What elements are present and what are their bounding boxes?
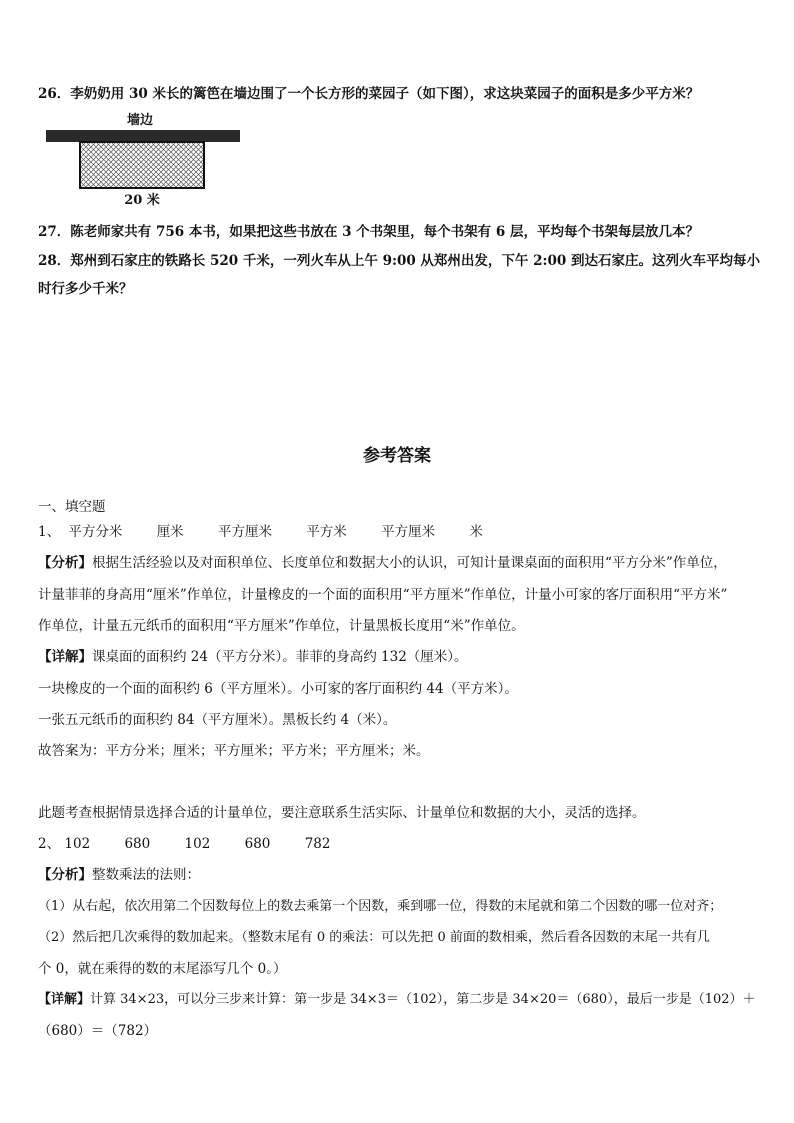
detail-2-line2: （680）＝（782）	[38, 1023, 158, 1039]
analysis-text: 根据生活经验以及对面积单位、长度单位和数据大小的认识，可知计量课桌面的面积用“平方分米”作单位，	[92, 555, 727, 571]
rule-2-line3: 个 0，就在乘得的数的末尾添写几个 0。）	[38, 961, 287, 977]
length-label: 20 米	[124, 193, 160, 206]
analysis-tag: 【分析】	[38, 555, 92, 571]
answer-2-item: 680	[124, 836, 151, 852]
detail-text: 计算 34×23，可以分三步来计算：第一步是 34×3＝（102），第二步是 34×20＝（680），最后一步是（102）＋	[90, 992, 756, 1007]
detail-text: 课桌面的面积约 24（平方分米）。菲菲的身高约 132（厘米）。	[92, 649, 468, 665]
analysis-2-line1	[38, 863, 200, 883]
answer-2-row	[38, 832, 330, 852]
answer-2-item: 102	[64, 836, 91, 852]
answer-1-item: 平方厘米	[381, 524, 436, 540]
note-1: 此题考查根据情景选择合适的计量单位，要注意联系生活实际、计量单位和数据的大小，灵活的选择。	[38, 805, 646, 821]
rule-2-line1: （1）从右起，依次用第二个因数每位上的数去乘第一个因数，乘到哪一位，得数的末尾就和第二个因数的哪一位对齐；	[38, 899, 723, 914]
wall-bar	[46, 130, 240, 142]
answer-2-item: 102	[184, 836, 211, 852]
detail-1-line3: 一张五元纸币的面积约 84（平方厘米）。黑板长约 4（米）。	[38, 712, 397, 728]
wall-label: 墙边	[126, 113, 154, 128]
rule-2-line2: （2）然后把几次乘得的数加起来。（整数末尾有 0 的乘法：可以先把 0 前面的数相乘，然后看各因数的末尾一共有几	[38, 930, 710, 945]
answer-1-num: 1、	[38, 524, 61, 540]
answer-title: 参考答案	[363, 446, 431, 466]
detail-2-line1	[38, 988, 756, 1007]
detail-tag: 【详解】	[38, 649, 92, 665]
detail-1-line1	[38, 645, 468, 665]
answer-2-item: 680	[244, 836, 271, 852]
analysis-1-line1	[38, 551, 727, 571]
question-27: 27．陈老师家共有 756 本书，如果把这些书放在 3 个书架里，每个书架有 6 层，平均每个书架每层放几本？	[38, 224, 699, 240]
detail-1-line4: 故答案为：平方分米；厘米；平方厘米；平方米；平方厘米；米。	[38, 743, 430, 759]
answer-1-item: 平方米	[306, 524, 347, 540]
analysis-text: 整数乘法的法则：	[92, 867, 200, 883]
answer-1-item: 平方厘米	[217, 524, 272, 540]
answer-1-row	[38, 520, 483, 540]
answer-2-num: 2、	[38, 836, 61, 852]
garden-rect	[80, 142, 204, 188]
answer-2-item: 782	[304, 836, 331, 852]
answer-1-item: 平方分米	[68, 524, 123, 540]
section-heading: 一、填空题	[38, 499, 106, 515]
question-28-line1: 28．郑州到石家庄的铁路长 520 千米，一列火车从上午 9:00 从郑州出发，下午 2:00 到达石家庄。这列火车平均每小	[38, 253, 760, 269]
answer-1-item: 米	[469, 524, 483, 540]
question-26: 26．李奶奶用 30 米长的篱笆在墙边围了一个长方形的菜园子（如下图），求这块菜园子的面积是多少平方米？	[38, 86, 700, 102]
garden-figure	[46, 112, 240, 206]
detail-tag: 【详解】	[38, 992, 91, 1007]
answer-1-item: 厘米	[156, 524, 184, 540]
analysis-1-line3: 作单位，计量五元纸币的面积用“平方厘米”作单位，计量黑板长度用“米”作单位。	[38, 618, 525, 634]
analysis-1-line2: 计量菲菲的身高用“厘米”作单位，计量橡皮的一个面的面积用“平方厘米”作单位，计量小可家的客厅面积用“平方米”	[38, 587, 728, 603]
detail-1-line2: 一块橡皮的一个面的面积约 6（平方厘米）。小可家的客厅面积约 44（平方米）。	[38, 681, 518, 697]
question-28-line2: 时行多少千米？	[38, 281, 133, 297]
analysis-tag: 【分析】	[38, 867, 92, 883]
